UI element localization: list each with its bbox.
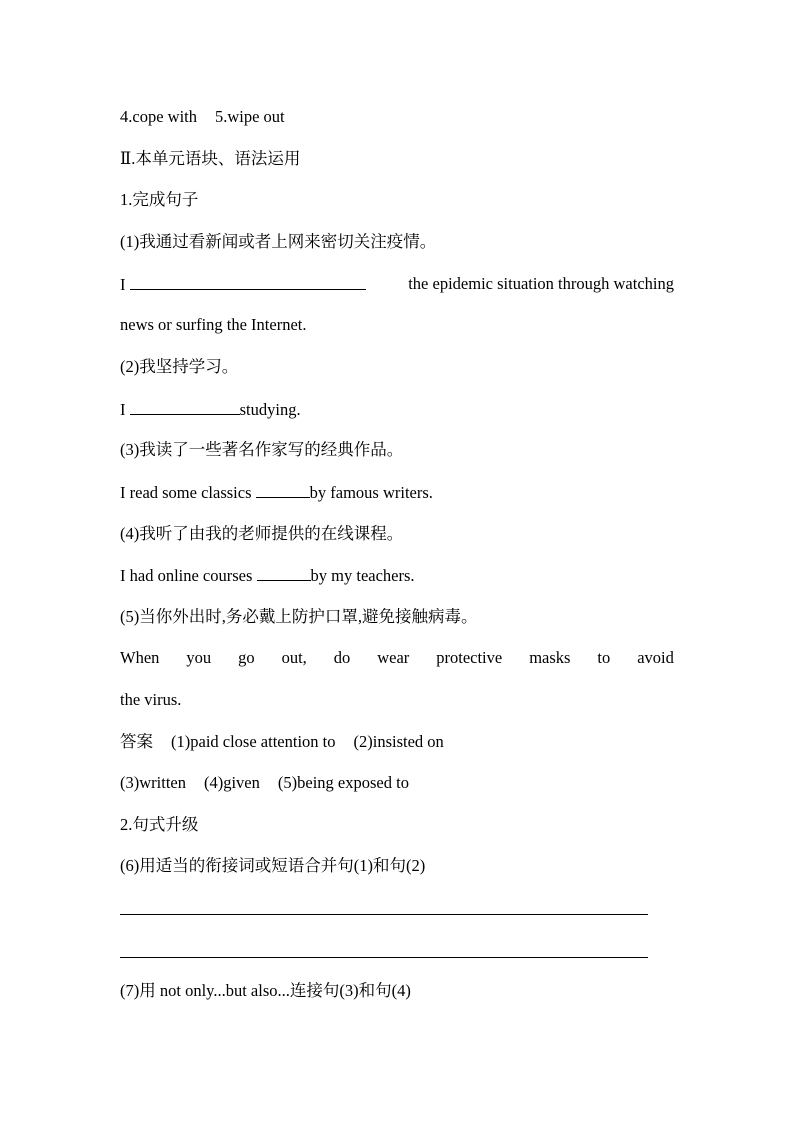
answer-line-1 [120,732,444,752]
answer-line-vocab [120,107,285,127]
q1-text-start: I [120,275,126,294]
answer-label: 答案 [120,732,153,751]
q5-word: wear [377,648,410,667]
question-5-english [120,648,674,668]
question-2-english [120,399,301,420]
question-1-english [120,274,674,295]
q5-word: do [333,648,351,667]
q4-text-start: I had online courses [120,566,253,585]
answer-5-exposed: (5)being exposed to [277,773,409,792]
q3-blank[interactable] [256,482,310,498]
question-7: (7)用 not only...but also...连接句(3)和句(4) [120,981,411,1000]
q5-word: masks [529,648,571,667]
answer-1: (1)paid close attention to [171,732,336,751]
question-1-chinese: (1)我通过看新闻或者上网来密切关注疫情。 [120,232,437,251]
q1-text-end: the epidemic situation through watching [408,274,674,293]
q4-text-end: by my teachers. [310,566,415,585]
q2-blank[interactable] [130,399,240,415]
q5-word: to [597,648,611,667]
answer-4-given: (4)given [203,773,260,792]
question-2-chinese: (2)我坚持学习。 [120,357,239,376]
q3-text-start: I read some classics [120,483,252,502]
q4-blank[interactable] [257,565,311,581]
question-5-chinese: (5)当你外出时,务必戴上防护口罩,避免接触病毒。 [120,607,478,626]
q2-text-end: studying. [239,400,301,419]
answer-2: (2)insisted on [353,732,444,751]
q5-word: When [120,648,160,667]
question-3-chinese: (3)我读了一些著名作家写的经典作品。 [120,440,404,459]
q5-word: out, [281,648,307,667]
q2-text-start: I [120,400,126,419]
answer-line-2 [120,773,409,793]
question-4-chinese: (4)我听了由我的老师提供的在线课程。 [120,524,404,543]
answer-3: (3)written [120,773,186,792]
subsection-heading-2: 2.句式升级 [120,815,199,834]
question-6: (6)用适当的衔接词或短语合并句(1)和句(2) [120,856,426,875]
q5-word: go [238,648,255,667]
q5-word: protective [436,648,503,667]
subsection-heading-1: 1.完成句子 [120,190,199,209]
answer-writing-line[interactable] [120,957,648,958]
answer-writing-line[interactable] [120,914,648,915]
question-5-english-cont: the virus. [120,690,182,709]
q5-word: you [186,648,212,667]
question-4-english [120,565,415,586]
answer-5: 5.wipe out [214,107,285,126]
section-heading-2: Ⅱ.本单元语块、语法运用 [120,149,301,168]
question-3-english [120,482,433,503]
q3-text-end: by famous writers. [309,483,433,502]
question-1-english-cont: news or surfing the Internet. [120,315,307,334]
q1-blank[interactable] [130,274,366,290]
q5-word: avoid [637,648,674,667]
answer-4: 4.cope with [120,107,197,126]
